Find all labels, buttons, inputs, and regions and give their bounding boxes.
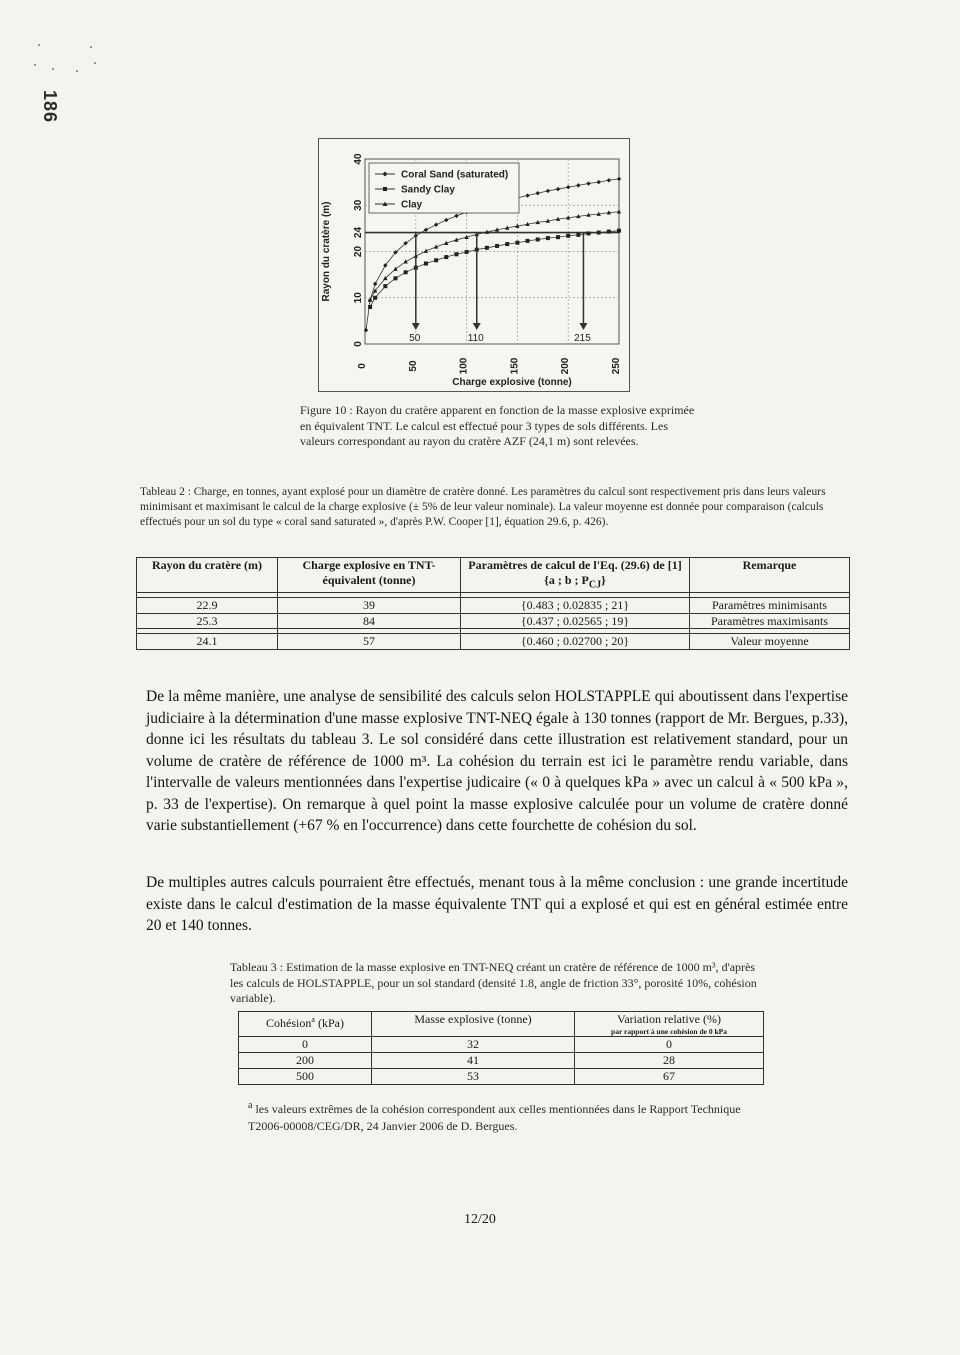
table3 [238, 1011, 764, 1085]
legend-label: Sandy Clay [401, 184, 455, 196]
y-tick-label: 20 [353, 245, 364, 258]
annotation-label: 50 [409, 333, 421, 344]
data-point [526, 239, 530, 243]
annotation-arrow-head [473, 323, 481, 330]
data-point [617, 229, 621, 233]
data-point [444, 218, 448, 222]
y-tick-label: 10 [353, 292, 364, 304]
data-point [434, 222, 438, 226]
x-axis-label: Charge explosive (tonne) [452, 377, 572, 388]
legend-label: Coral Sand (saturated) [401, 169, 509, 181]
annotation-label: 215 [574, 333, 591, 344]
y-marker-label: 24 [353, 226, 364, 239]
data-point [454, 214, 458, 218]
table2-header-charge: Charge explosive en TNT-équivalent (tonne) [278, 558, 461, 593]
table2-header-row [137, 558, 850, 593]
table3-cell-variation: 28 [575, 1053, 764, 1069]
table3-header-cohesion [239, 1012, 372, 1037]
data-point [424, 228, 428, 232]
annotation-arrow-head [412, 323, 420, 330]
table3-header-masse: Masse explosive (tonne) [372, 1012, 575, 1037]
data-point [586, 181, 590, 185]
table3-cell-variation: 67 [575, 1069, 764, 1085]
x-tick-label: 200 [560, 357, 572, 375]
table2-cell-charge: 84 [278, 613, 461, 629]
data-point [368, 305, 372, 309]
table2-header-rayon: Rayon du cratère (m) [137, 558, 278, 593]
data-point [373, 282, 377, 286]
table3-cell-variation: 0 [575, 1037, 764, 1053]
data-point [373, 296, 377, 300]
data-point [403, 259, 407, 263]
data-point [556, 187, 560, 191]
x-tick-label: 150 [509, 357, 521, 375]
table2-cell-remarque: Paramètres maximisants [690, 613, 850, 629]
chart-svg [319, 139, 629, 391]
data-point [607, 178, 611, 182]
data-point [393, 267, 397, 271]
data-point [617, 209, 621, 213]
x-tick-label: 250 [611, 357, 622, 375]
table2-header-params-sub: CJ [588, 578, 602, 590]
table2-header-params-line2: {a ; b ; P [544, 572, 589, 587]
data-point [434, 258, 438, 262]
table2-header-params-line1: Paramètres de calcul de l'Eq. (29.6) de [1] [468, 558, 682, 572]
data-point [515, 241, 519, 245]
table2-cell-charge: 57 [278, 634, 461, 650]
page-number: 12/20 [464, 1212, 496, 1227]
data-point [525, 193, 529, 197]
table3-cell-masse: 41 [372, 1053, 575, 1069]
data-point [587, 231, 591, 235]
table2-header-remarque: Remarque [690, 558, 850, 593]
table2-header-params [461, 558, 690, 593]
data-point [566, 234, 570, 238]
footnote-text: les valeurs extrêmes de la cohésion correspondent aux celles mentionnées dans le Rapport Technique T2006-00008/CEG/DR, 24 Janvier 2006 de D. Bergues. [248, 1102, 741, 1133]
data-point [546, 236, 550, 240]
data-point [364, 328, 368, 332]
data-point [536, 237, 540, 241]
y-axis-label: Rayon du cratère (m) [321, 201, 332, 302]
table3-header-variation [575, 1012, 764, 1037]
legend-label: Clay [401, 199, 423, 211]
data-point [383, 284, 387, 288]
table3-caption: Tableau 3 : Estimation de la masse explosive en TNT-NEQ créant un cratère de référence de 1000 m³, d'après les calculs de HOLSTAPPLE, pour un sol standard (densité 1.8, angle de friction 33°, porosité 10%, cohésion variable). [230, 960, 757, 1005]
table2-cell-rayon: 24.1 [137, 634, 278, 650]
data-point [495, 244, 499, 248]
data-point [444, 255, 448, 259]
table3-cell-cohesion: 200 [239, 1053, 372, 1069]
table2-caption: Tableau 2 : Charge, en tonnes, ayant explosé pour un diamètre de cratère donné. Les paramètres du calcul sont respectivement pris dans leurs valeurs minimisant et maximisant le calcul de la charge explosive (± 5% de leur valeur nominale). La valeur moyenne est donnée pour comparaison (calculs effectués pour un sol du type « coral sand saturated », d'après P.W. Cooper [1], équation 29.6, p. 426). [140, 486, 826, 528]
table2-cell-remarque: Paramètres minimisants [690, 598, 850, 614]
table2-cell-params: {0.483 ; 0.02835 ; 21} [461, 598, 690, 614]
table2-cell-remarque: Valeur moyenne [690, 634, 850, 650]
annotation-label: 110 [467, 333, 484, 344]
data-point [536, 191, 540, 195]
table3-header-variation-label: Variation relative (%) [617, 1012, 721, 1026]
data-point [566, 185, 570, 189]
table2-cell-charge: 39 [278, 598, 461, 614]
data-point [465, 250, 469, 254]
margin-stamp: 186 [40, 90, 60, 124]
paragraph-1: De la même manière, une analyse de sensibilité des calculs selon HOLSTAPPLE qui aboutissent dans l'expertise judiciaire à la détermination d'une masse explosive TNT-NEQ égale à 130 tonnes (rapport de Mr. Bergues, p.33), donne ici les résultats du tableau 3. Le sol considéré dans cette illustration est relativement standard, pour un volume de cratère de référence de 1000 m³. La cohésion du terrain est ici le paramètre rendu variable, dans l'intervalle de valeurs mentionnées dans l'expertise judicaire (« 0 à quelques kPa » avec un calcul à « 500 kPa », p. 33 de l'expertise). On remarque à quel point la masse explosive calculée pour un volume de cratère donné varie substantiellement (+67 % en l'occurrence) dans cette fourchette de cohésion du sol. [146, 688, 848, 834]
table2-cell-rayon: 22.9 [137, 598, 278, 614]
table-row [239, 1037, 764, 1053]
data-point [576, 233, 580, 237]
table2-header-params-end: } [601, 572, 606, 587]
x-tick-label: 50 [407, 360, 419, 372]
table2-cell-rayon: 25.3 [137, 613, 278, 629]
x-tick-label: 0 [357, 363, 368, 369]
table2 [136, 557, 850, 650]
data-point [485, 246, 489, 250]
data-point [454, 252, 458, 256]
annotation-arrow-head [579, 323, 587, 330]
figure-caption: Figure 10 : Rayon du cratère apparent en fonction de la masse explosive exprimée en équivalent TNT. Le calcul est effectué pour 3 types de sols différents. Les valeurs correspondant au rayon du cratère AZF (24,1 m) sont relevées. [300, 403, 695, 448]
table-row [137, 613, 850, 629]
table3-footnote [248, 1097, 768, 1135]
table-row [239, 1069, 764, 1085]
y-tick-label: 30 [353, 199, 364, 211]
table3-cell-cohesion: 0 [239, 1037, 372, 1053]
data-point [546, 189, 550, 193]
table2-cell-params: {0.460 ; 0.02700 ; 20} [461, 634, 690, 650]
y-tick-label: 40 [353, 153, 364, 165]
paragraph-2: De multiples autres calculs pourraient être effectués, menant tous à la même conclusion : une grande incertitude existe dans le calcul d'estimation de la masse équivalente TNT qui a explosé et qui est en général estimée entre 20 et 140 tonnes. [146, 874, 848, 934]
table3-header-cohesion-sup: a [311, 1015, 315, 1024]
series-line [370, 212, 619, 300]
table3-header-variation-sub: par rapport à une cohésion de 0 kPa [611, 1027, 727, 1036]
crater-radius-chart [318, 138, 630, 392]
table3-cell-masse: 53 [372, 1069, 575, 1085]
data-point [424, 262, 428, 266]
table-row [239, 1053, 764, 1069]
table3-cell-masse: 32 [372, 1037, 575, 1053]
table-row [137, 634, 850, 650]
footnote-marker: a [248, 1100, 253, 1111]
data-point [393, 276, 397, 280]
data-point [576, 183, 580, 187]
data-point [597, 231, 601, 235]
data-point [596, 180, 600, 184]
table3-header-cohesion-unit: (kPa) [314, 1016, 344, 1030]
y-tick-label: 0 [353, 341, 364, 347]
table3-cell-cohesion: 500 [239, 1069, 372, 1085]
scan-specks [30, 40, 110, 80]
table3-header-row [239, 1012, 764, 1037]
data-point [617, 177, 621, 181]
data-point [505, 242, 509, 246]
data-point [404, 270, 408, 274]
table2-cell-params: {0.437 ; 0.02565 ; 19} [461, 613, 690, 629]
table3-header-cohesion-label: Cohésion [266, 1016, 312, 1030]
legend-marker [383, 187, 387, 191]
table-row [137, 598, 850, 614]
data-point [607, 230, 611, 234]
x-tick-label: 100 [458, 357, 470, 375]
data-point [556, 235, 560, 239]
